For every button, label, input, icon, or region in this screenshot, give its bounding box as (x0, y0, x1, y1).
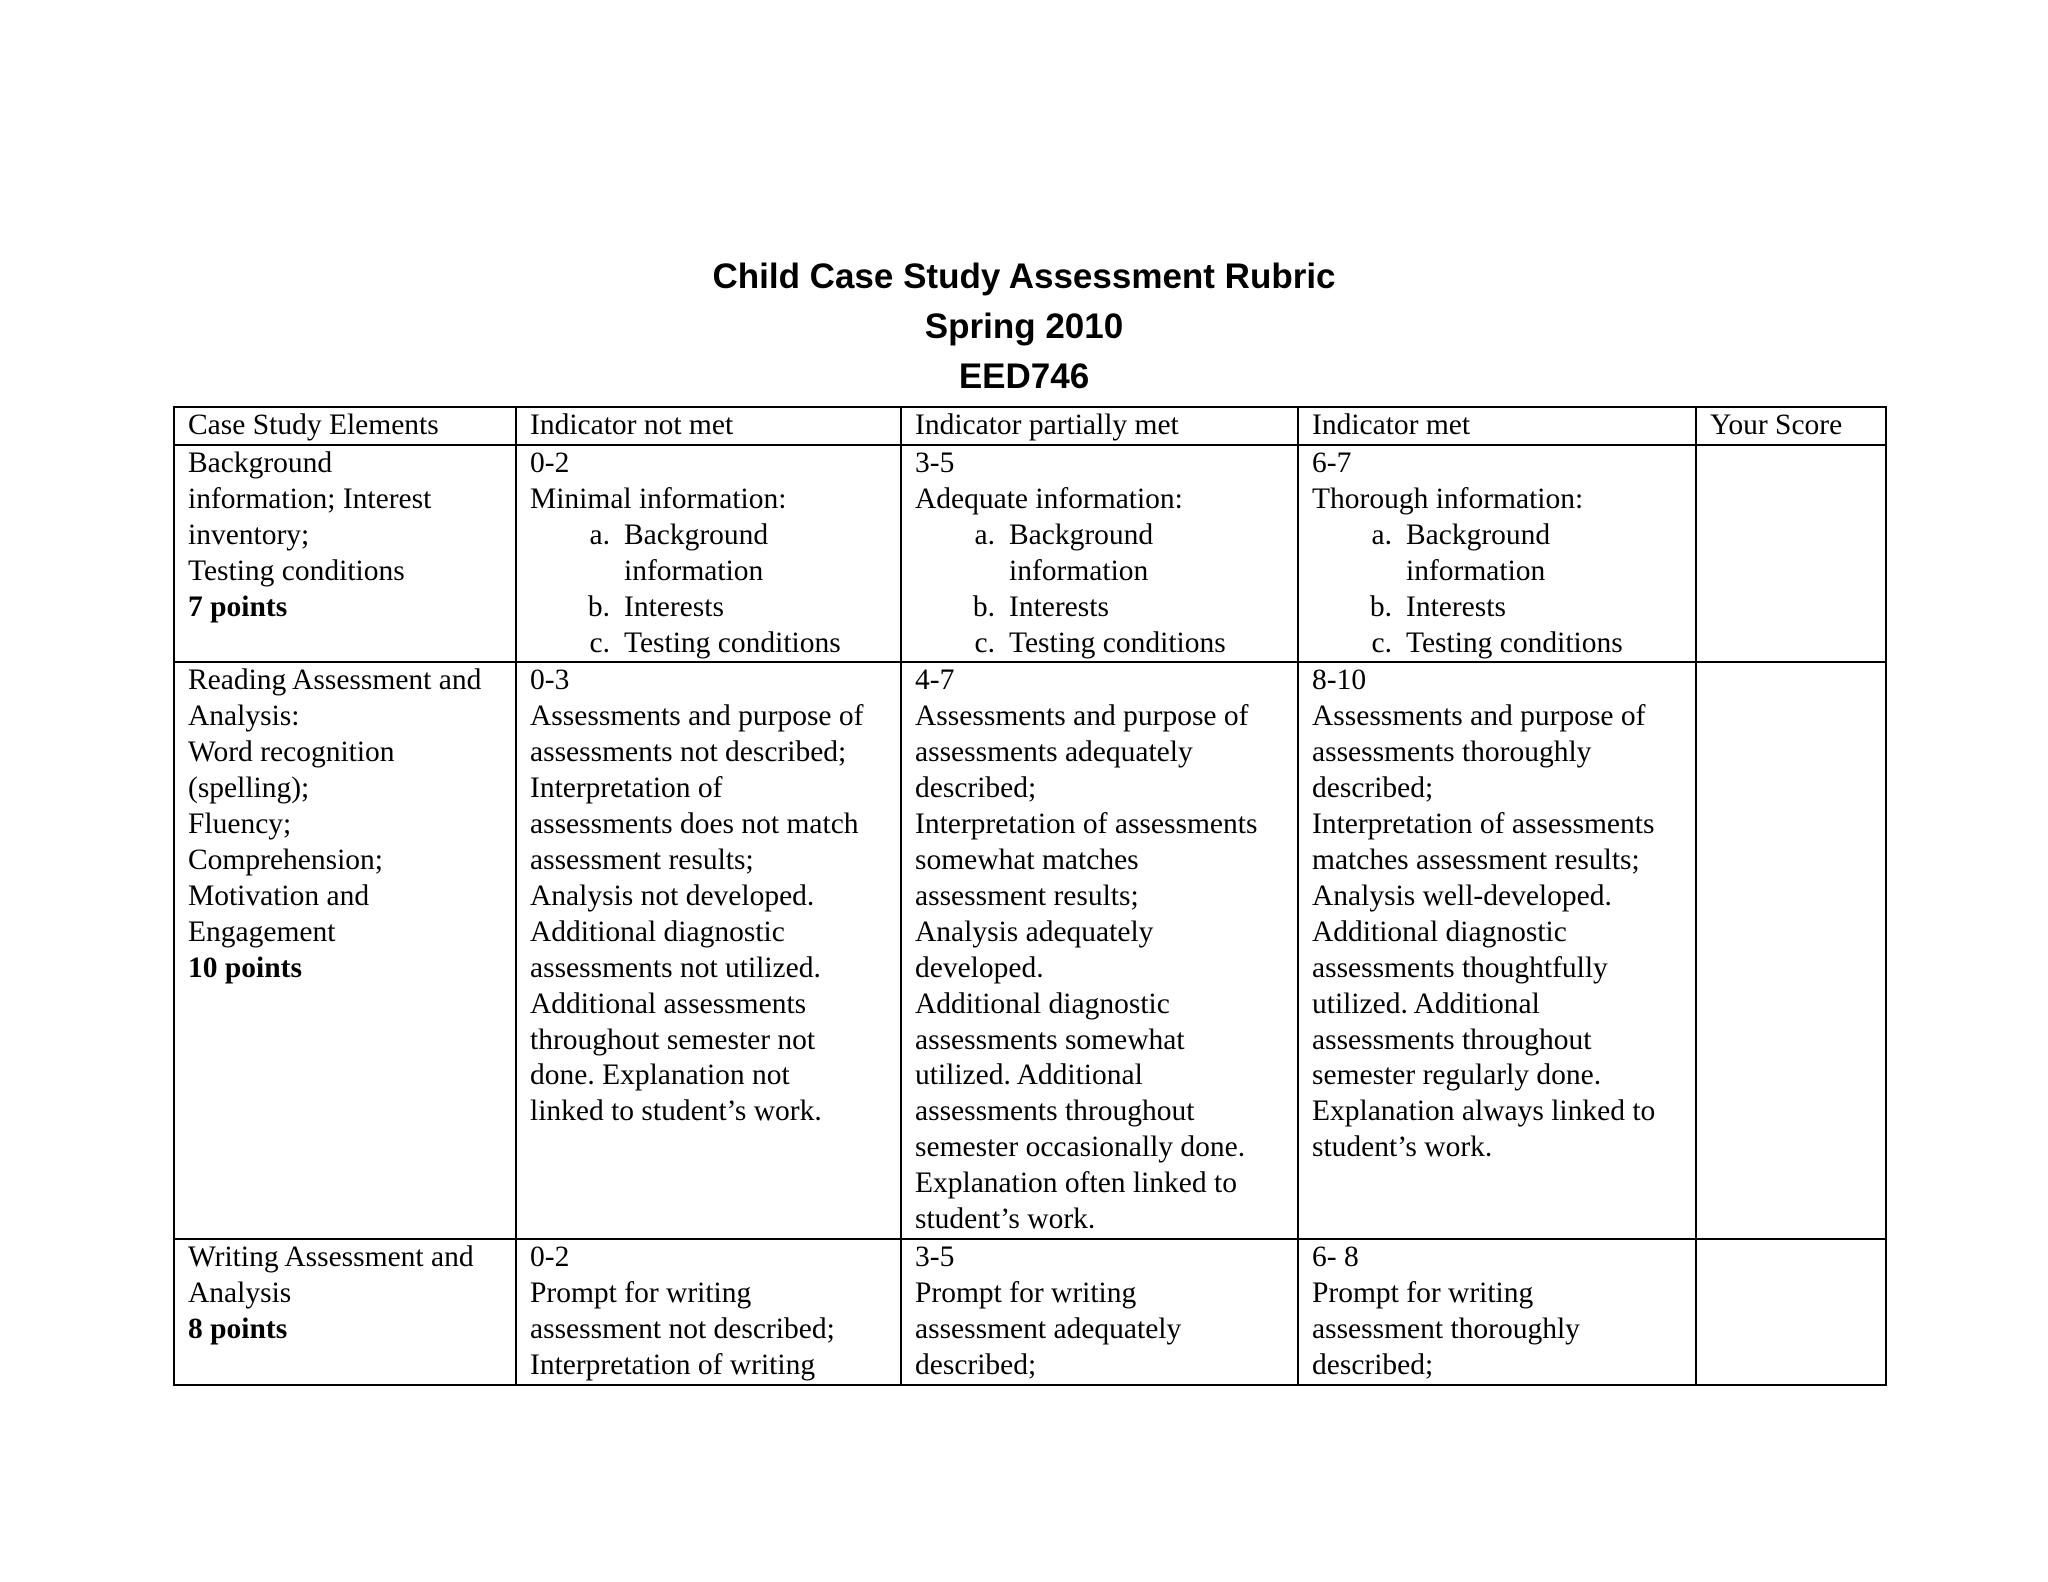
indicator-partially-met-description-line: student’s work. (915, 1203, 1096, 1236)
element-line: Word recognition (188, 736, 395, 769)
list-item (530, 590, 890, 626)
indicator-not-met-point-range: 0-2 (530, 1240, 570, 1273)
element-line: Analysis (188, 1276, 292, 1309)
indicator-partially-met-description-line: Analysis adequately (915, 915, 1154, 948)
list-item-line: Testing conditions (624, 626, 841, 659)
table-row-reading-assessment (174, 662, 1886, 1239)
indicator-partially-met-point-range: 3-5 (915, 1240, 955, 1273)
element-line: Testing conditions (188, 554, 405, 587)
list-item-line: Testing conditions (1009, 626, 1226, 659)
rubric-table (173, 406, 1887, 1386)
list-marker: b. (972, 590, 995, 623)
indicator-met-description-line: described; (1312, 772, 1434, 805)
element-line: Motivation and (188, 879, 370, 912)
indicator-met-description-line: assessments thoroughly (1312, 736, 1592, 769)
indicator-not-met-description-line: Analysis not developed. (530, 879, 815, 912)
element-line: Background (188, 447, 333, 479)
indicator-not-met-point-range: 0-3 (530, 664, 570, 697)
list-marker: c. (974, 626, 995, 659)
element-line: Writing Assessment and (188, 1240, 474, 1273)
case-study-element-cell (174, 662, 516, 1239)
indicator-not-met-cell (516, 662, 901, 1239)
indicator-partially-met-description-line: assessments somewhat (915, 1023, 1185, 1056)
list-item-line: information (624, 554, 764, 587)
element-line: Reading Assessment and (188, 664, 482, 697)
element-line: Comprehension; (188, 843, 384, 876)
element-points: 10 points (188, 951, 302, 984)
indicator-met-description-line: utilized. Additional (1312, 987, 1540, 1020)
indicator-not-met-description-line: Additional diagnostic (530, 915, 785, 948)
list-marker: c. (589, 626, 610, 659)
indicator-not-met-description-line: assessments not described; (530, 736, 847, 769)
indicator-partially-met-description-line: assessment adequately (915, 1312, 1182, 1345)
indicator-met-description-line: assessments throughout (1312, 1023, 1592, 1056)
indicator-not-met-intro: Minimal information: (530, 482, 787, 515)
indicator-not-met-description-line: assessments does not match (530, 808, 859, 841)
list-item-line: Background (624, 518, 769, 551)
indicator-met-cell (1298, 662, 1696, 1239)
indicator-partially-met-point-range: 4-7 (915, 664, 955, 697)
indicator-not-met-description-line: assessment not described; (530, 1312, 835, 1345)
indicator-not-met-cell (516, 445, 901, 662)
indicator-partially-met-description-line: developed. (915, 951, 1044, 984)
list-item-text (1009, 590, 1287, 626)
indicator-met-description-line: Explanation always linked to (1312, 1095, 1656, 1128)
indicator-met-description-line: Additional diagnostic (1312, 915, 1567, 948)
element-line: Analysis: (188, 700, 300, 733)
element-line: Fluency; (188, 808, 292, 841)
list-item-line: information (1406, 554, 1546, 587)
list-item-line: Interests (1009, 590, 1109, 623)
list-item-line: information (1009, 554, 1149, 587)
element-line: information; Interest (188, 482, 432, 515)
header-indicator-partially-met: Indicator partially met (901, 407, 1298, 445)
element-line: Engagement (188, 915, 336, 948)
indicator-met-description-line: student’s work. (1312, 1131, 1493, 1164)
list-item-text (1009, 626, 1287, 662)
indicator-met-description-line: assessments thoughtfully (1312, 951, 1608, 984)
your-score-cell[interactable] (1696, 1239, 1886, 1385)
indicator-partially-met-description-line: Additional diagnostic (915, 987, 1170, 1020)
indicator-partially-met-cell (901, 1239, 1298, 1385)
indicator-met-description-line: Analysis well-developed. (1312, 879, 1612, 912)
list-item-text (624, 626, 890, 662)
list-item-line: Interests (1406, 590, 1506, 623)
indicator-met-point-range: 6-7 (1312, 447, 1352, 479)
element-line: inventory; (188, 518, 310, 551)
list-item-line: Testing conditions (1406, 626, 1623, 659)
list-item (915, 518, 1287, 590)
indicator-not-met-description-line: assessment results; (530, 843, 754, 876)
indicator-partially-met-description-line: Prompt for writing (915, 1276, 1137, 1309)
list-marker: b. (587, 590, 610, 623)
indicator-met-description-line: described; (1312, 1348, 1434, 1381)
indicator-partially-met-cell (901, 662, 1298, 1239)
indicator-partially-met-description-line: utilized. Additional (915, 1059, 1143, 1092)
indicator-not-met-description-line: done. Explanation not (530, 1059, 790, 1092)
element-points: 7 points (188, 590, 288, 623)
table-row-writing-assessment (174, 1239, 1886, 1385)
list-item-line: Background (1009, 518, 1154, 551)
your-score-cell[interactable] (1696, 662, 1886, 1239)
document-title: Child Case Study Assessment Rubric (712, 257, 1336, 296)
indicator-partially-met-description-line: Interpretation of assessments (915, 808, 1258, 841)
list-item (530, 518, 890, 590)
indicator-met-description-line: semester regularly done. (1312, 1059, 1602, 1092)
indicator-not-met-description-line: Interpretation of writing (530, 1348, 816, 1381)
indicator-partially-met-description-line: Explanation often linked to (915, 1167, 1237, 1200)
list-marker: a. (974, 518, 995, 551)
indicator-not-met-description-line: throughout semester not (530, 1023, 816, 1056)
indicator-partially-met-description-line: described; (915, 772, 1037, 805)
indicator-met-description-line: Assessments and purpose of (1312, 700, 1646, 733)
indicator-met-point-range: 8-10 (1312, 664, 1367, 697)
indicator-met-description-line: Interpretation of assessments (1312, 808, 1655, 841)
indicator-met-point-range: 6- 8 (1312, 1240, 1359, 1273)
indicator-not-met-description-line: Assessments and purpose of (530, 700, 864, 733)
list-item-text (1406, 518, 1685, 590)
list-item-text (1406, 626, 1685, 662)
list-item (1312, 590, 1685, 626)
header-your-score: Your Score (1696, 407, 1886, 445)
indicator-met-cell (1298, 445, 1696, 662)
indicator-partially-met-intro: Adequate information: (915, 482, 1183, 515)
element-points: 8 points (188, 1312, 288, 1345)
indicator-partially-met-description-line: Assessments and purpose of (915, 700, 1249, 733)
indicator-met-description-line: matches assessment results; (1312, 843, 1640, 876)
list-item (915, 590, 1287, 626)
list-marker: c. (1371, 626, 1392, 659)
header-case-study-elements: Case Study Elements (174, 407, 516, 445)
case-study-element-cell (174, 445, 516, 662)
indicator-met-description-line: Prompt for writing (1312, 1276, 1534, 1309)
list-item-text (1406, 590, 1685, 626)
list-item-line: Interests (624, 590, 724, 623)
list-item-text (624, 518, 890, 590)
your-score-cell[interactable] (1696, 445, 1886, 662)
indicator-partially-met-description-line: assessment results; (915, 879, 1139, 912)
table-header-row (174, 407, 1886, 445)
indicator-not-met-description-line: Interpretation of (530, 772, 723, 805)
list-item (530, 626, 890, 662)
indicator-not-met-point-range: 0-2 (530, 447, 570, 479)
list-marker: a. (589, 518, 610, 551)
header-indicator-not-met: Indicator not met (516, 407, 901, 445)
list-marker: a. (1371, 518, 1392, 551)
element-line: (spelling); (188, 772, 310, 805)
list-item-text (1009, 518, 1287, 590)
indicator-partially-met-description-line: somewhat matches (915, 843, 1139, 876)
table-row-background-information (174, 445, 1886, 662)
indicator-met-cell (1298, 1239, 1696, 1385)
course-code: EED746 (958, 357, 1090, 396)
indicator-met-intro: Thorough information: (1312, 482, 1584, 515)
list-marker: b. (1369, 590, 1392, 623)
indicator-not-met-description-line: Prompt for writing (530, 1276, 752, 1309)
indicator-not-met-description-line: assessments not utilized. (530, 951, 821, 984)
indicator-partially-met-description-line: assessments adequately (915, 736, 1193, 769)
list-item-line: Background (1406, 518, 1551, 551)
list-item (1312, 626, 1685, 662)
list-item (915, 626, 1287, 662)
indicator-partially-met-point-range: 3-5 (915, 447, 955, 479)
document-term: Spring 2010 (924, 307, 1124, 346)
indicator-partially-met-description-line: assessments throughout (915, 1095, 1195, 1128)
indicator-partially-met-cell (901, 445, 1298, 662)
document-title-block (0, 252, 2048, 402)
indicator-met-description-line: assessment thoroughly (1312, 1312, 1580, 1345)
indicator-partially-met-description-line: described; (915, 1348, 1037, 1381)
list-item (1312, 518, 1685, 590)
indicator-not-met-description-line: linked to student’s work. (530, 1095, 822, 1128)
indicator-not-met-cell (516, 1239, 901, 1385)
indicator-partially-met-description-line: semester occasionally done. (915, 1131, 1246, 1164)
list-item-text (624, 590, 890, 626)
case-study-element-cell (174, 1239, 516, 1385)
header-indicator-met: Indicator met (1298, 407, 1696, 445)
indicator-not-met-description-line: Additional assessments (530, 987, 807, 1020)
